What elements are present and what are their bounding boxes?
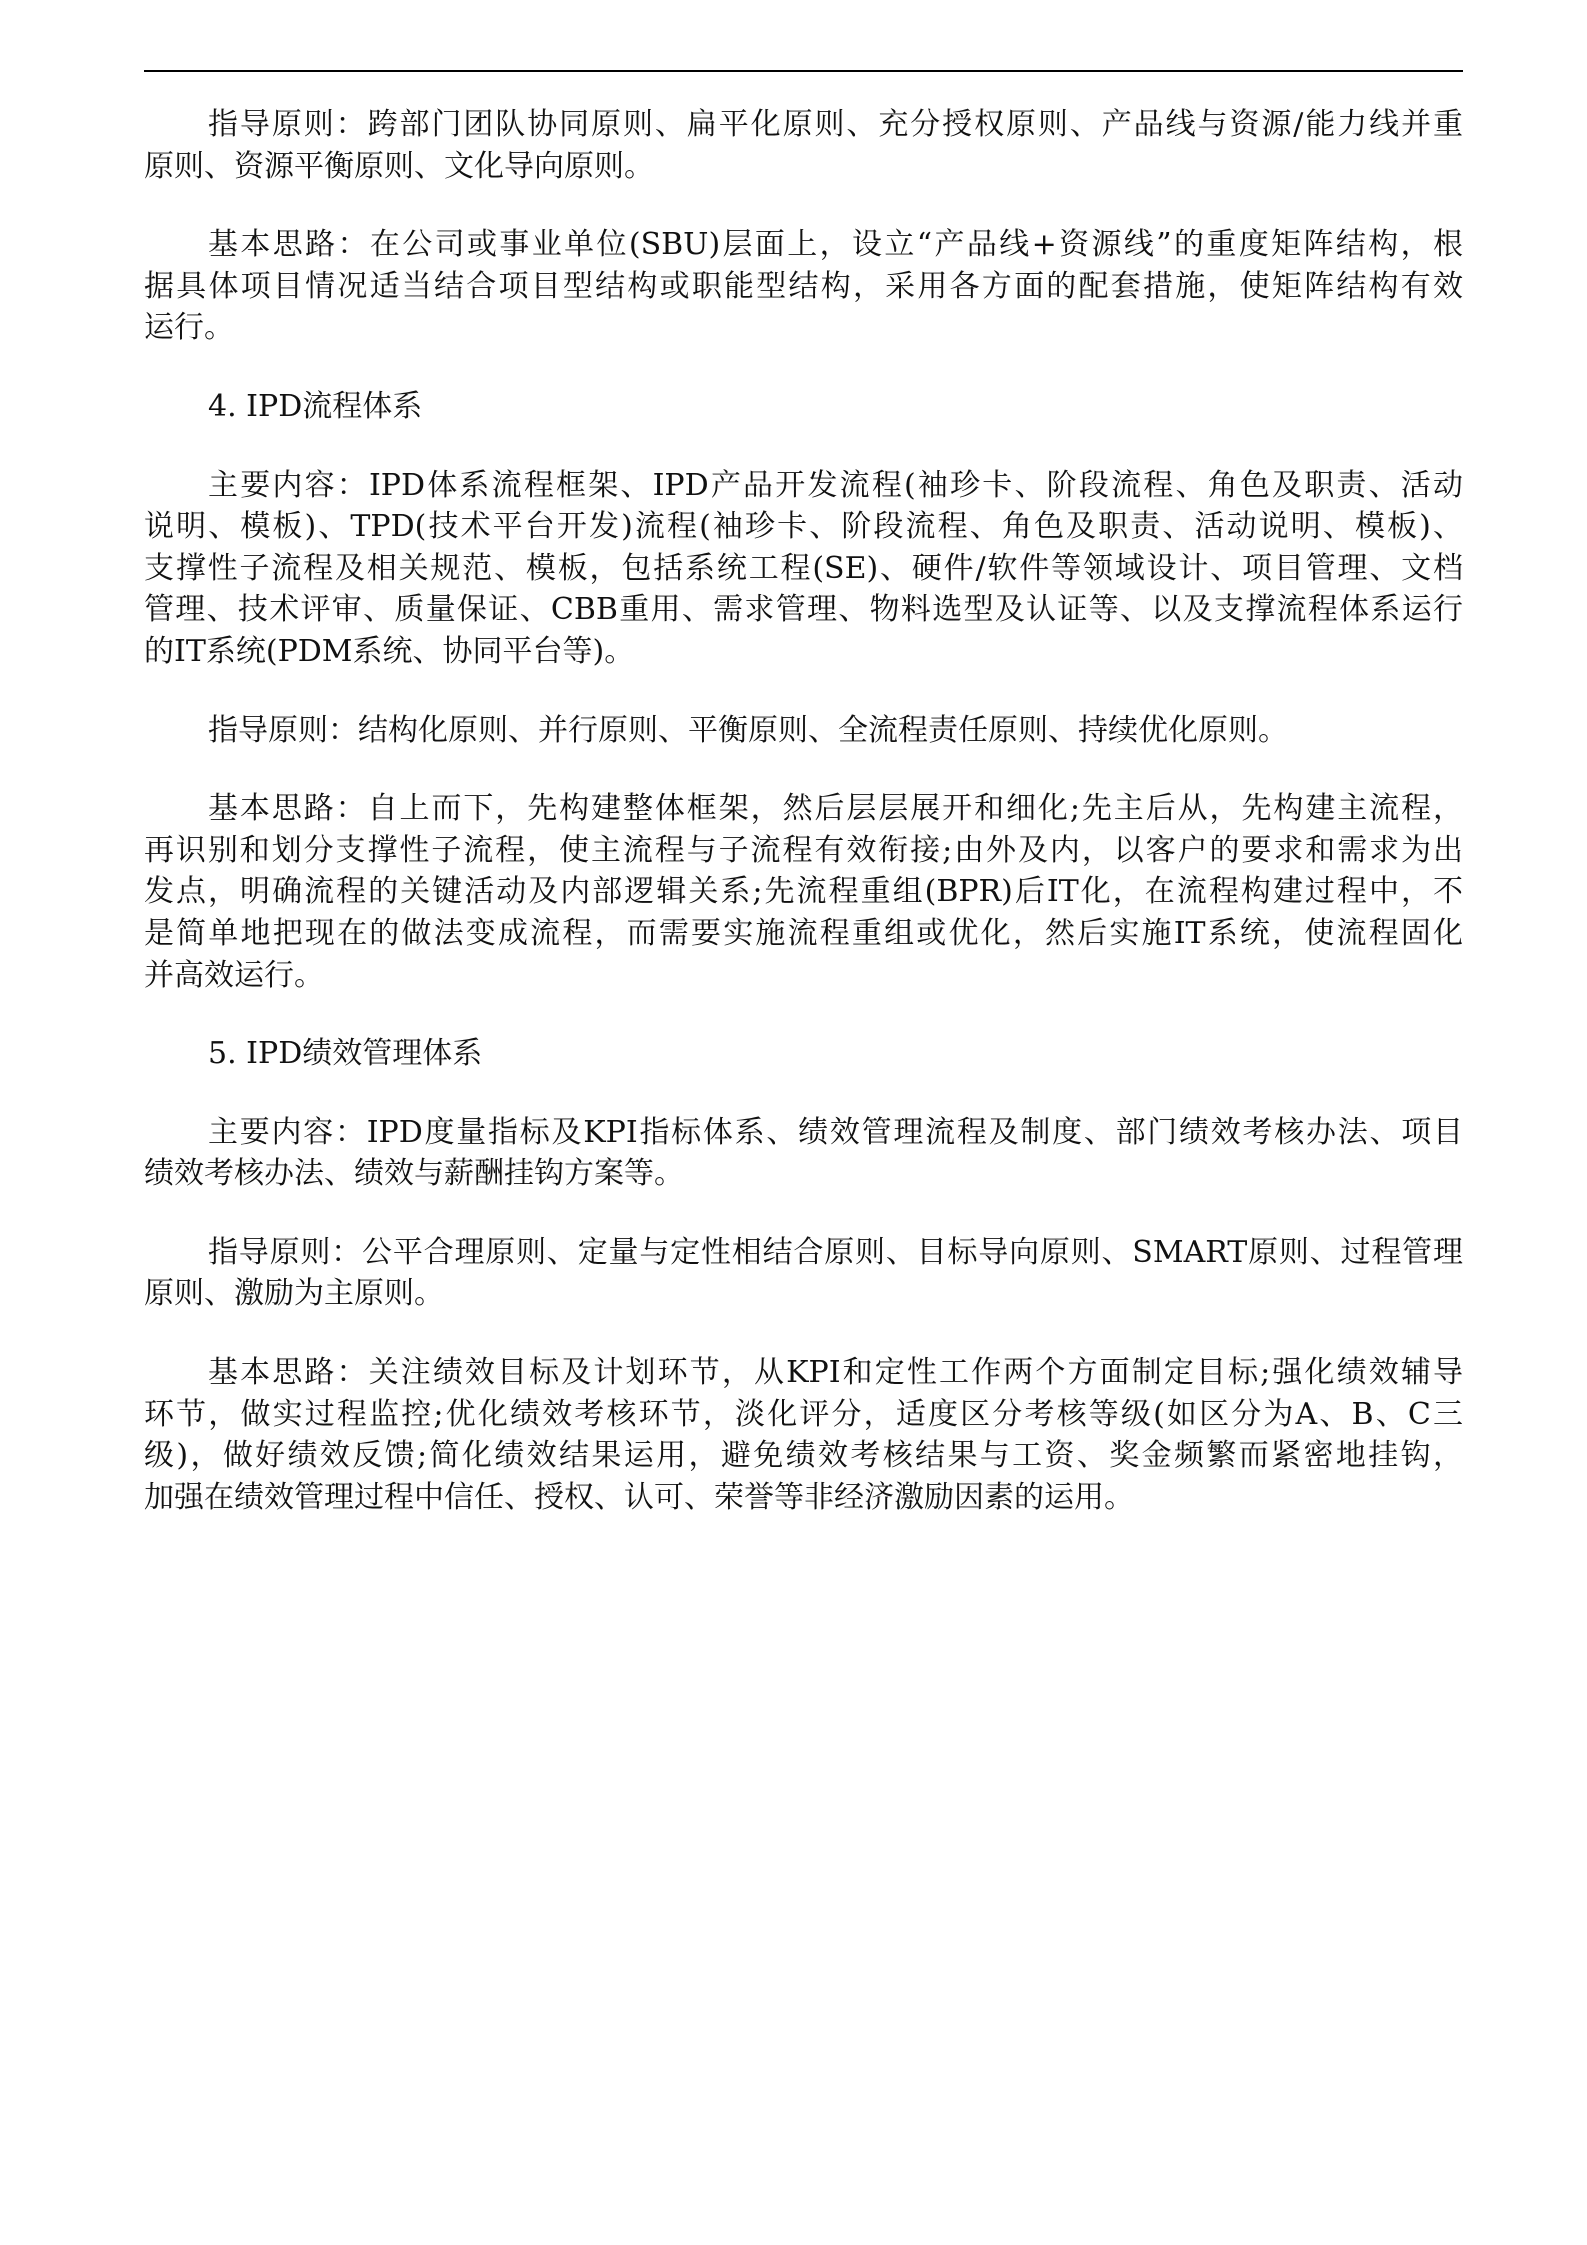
section-heading-ipd-performance [144, 1033, 1463, 1075]
text-line: 加强在绩效管理过程中信任、授权、认可、荣誉等非经济激励因素的运用。 [144, 1479, 1134, 1515]
paragraph-basic-approach-org [144, 224, 1463, 349]
text-line: 主要内容：IPD体系流程框架、IPD产品开发流程(袖珍卡、阶段流程、角色及职责、活动 [208, 467, 1463, 503]
paragraph-basic-approach-process [144, 788, 1463, 996]
paragraph-main-content-process [144, 465, 1463, 673]
text-line: 说明、模板)、TPD(技术平台开发)流程(袖珍卡、阶段流程、角色及职责、活动说明、模板)、 [144, 509, 1463, 545]
paragraph-guiding-principles-process [144, 710, 1463, 752]
header-rule [144, 70, 1463, 72]
text-line: 级)，做好绩效反馈;简化绩效结果运用，避免绩效考核结果与工资、奖金频繁而紧密地挂钩， [144, 1438, 1463, 1474]
text-line: 发点，明确流程的关键活动及内部逻辑关系;先流程重组(BPR)后IT化，在流程构建过程中，不 [144, 874, 1463, 910]
text-line: 基本思路：关注绩效目标及计划环节，从KPI和定性工作两个方面制定目标;强化绩效辅导 [208, 1355, 1463, 1391]
text-line: 是简单地把现在的做法变成流程，而需要实施流程重组或优化，然后实施IT系统，使流程固化 [144, 915, 1463, 951]
text-line: 据具体项目情况适当结合项目型结构或职能型结构，采用各方面的配套措施，使矩阵结构有效 [144, 268, 1463, 304]
paragraph-guiding-principles-org [144, 104, 1463, 187]
text-line: 再识别和划分支撑性子流程，使主流程与子流程有效衔接;由外及内，以客户的要求和需求为出 [144, 832, 1463, 868]
paragraph-guiding-principles-performance [144, 1232, 1463, 1315]
text-line: 并高效运行。 [144, 957, 324, 993]
paragraph-basic-approach-performance [144, 1352, 1463, 1518]
text-line: 管理、技术评审、质量保证、CBB重用、需求管理、物料选型及认证等、以及支撑流程体系运行 [144, 592, 1463, 628]
text-line: 支撑性子流程及相关规范、模板，包括系统工程(SE)、硬件/软件等领域设计、项目管理、文档 [144, 550, 1463, 586]
section-heading-text: 4. IPD流程体系 [208, 388, 423, 424]
text-line: 运行。 [144, 310, 234, 346]
text-line: 原则、激励为主原则。 [144, 1276, 444, 1312]
text-line: 绩效考核办法、绩效与薪酬挂钩方案等。 [144, 1156, 684, 1192]
text-line: 原则、资源平衡原则、文化导向原则。 [144, 148, 654, 184]
text-line: 基本思路：自上而下，先构建整体框架，然后层层展开和细化;先主后从，先构建主流程， [208, 791, 1463, 827]
section-heading-text: 5. IPD绩效管理体系 [208, 1036, 483, 1072]
text-line: 指导原则：公平合理原则、定量与定性相结合原则、目标导向原则、SMART原则、过程管理 [208, 1234, 1463, 1270]
text-line: 基本思路：在公司或事业单位(SBU)层面上，设立“产品线+资源线”的重度矩阵结构，根 [208, 227, 1463, 263]
text-line: 指导原则：跨部门团队协同原则、扁平化原则、充分授权原则、产品线与资源/能力线并重 [208, 107, 1463, 142]
text-line: 指导原则：结构化原则、并行原则、平衡原则、全流程责任原则、持续优化原则。 [208, 712, 1288, 748]
paragraph-main-content-performance [144, 1112, 1463, 1195]
text-line: 主要内容：IPD度量指标及KPI指标体系、绩效管理流程及制度、部门绩效考核办法、项目 [208, 1114, 1463, 1150]
page-content [144, 104, 1463, 1555]
text-line: 环节，做实过程监控;优化绩效考核环节，淡化评分，适度区分考核等级(如区分为A、B、C三 [144, 1396, 1463, 1432]
section-heading-ipd-process [144, 386, 1463, 428]
text-line: 的IT系统(PDM系统、协同平台等)。 [144, 633, 635, 669]
